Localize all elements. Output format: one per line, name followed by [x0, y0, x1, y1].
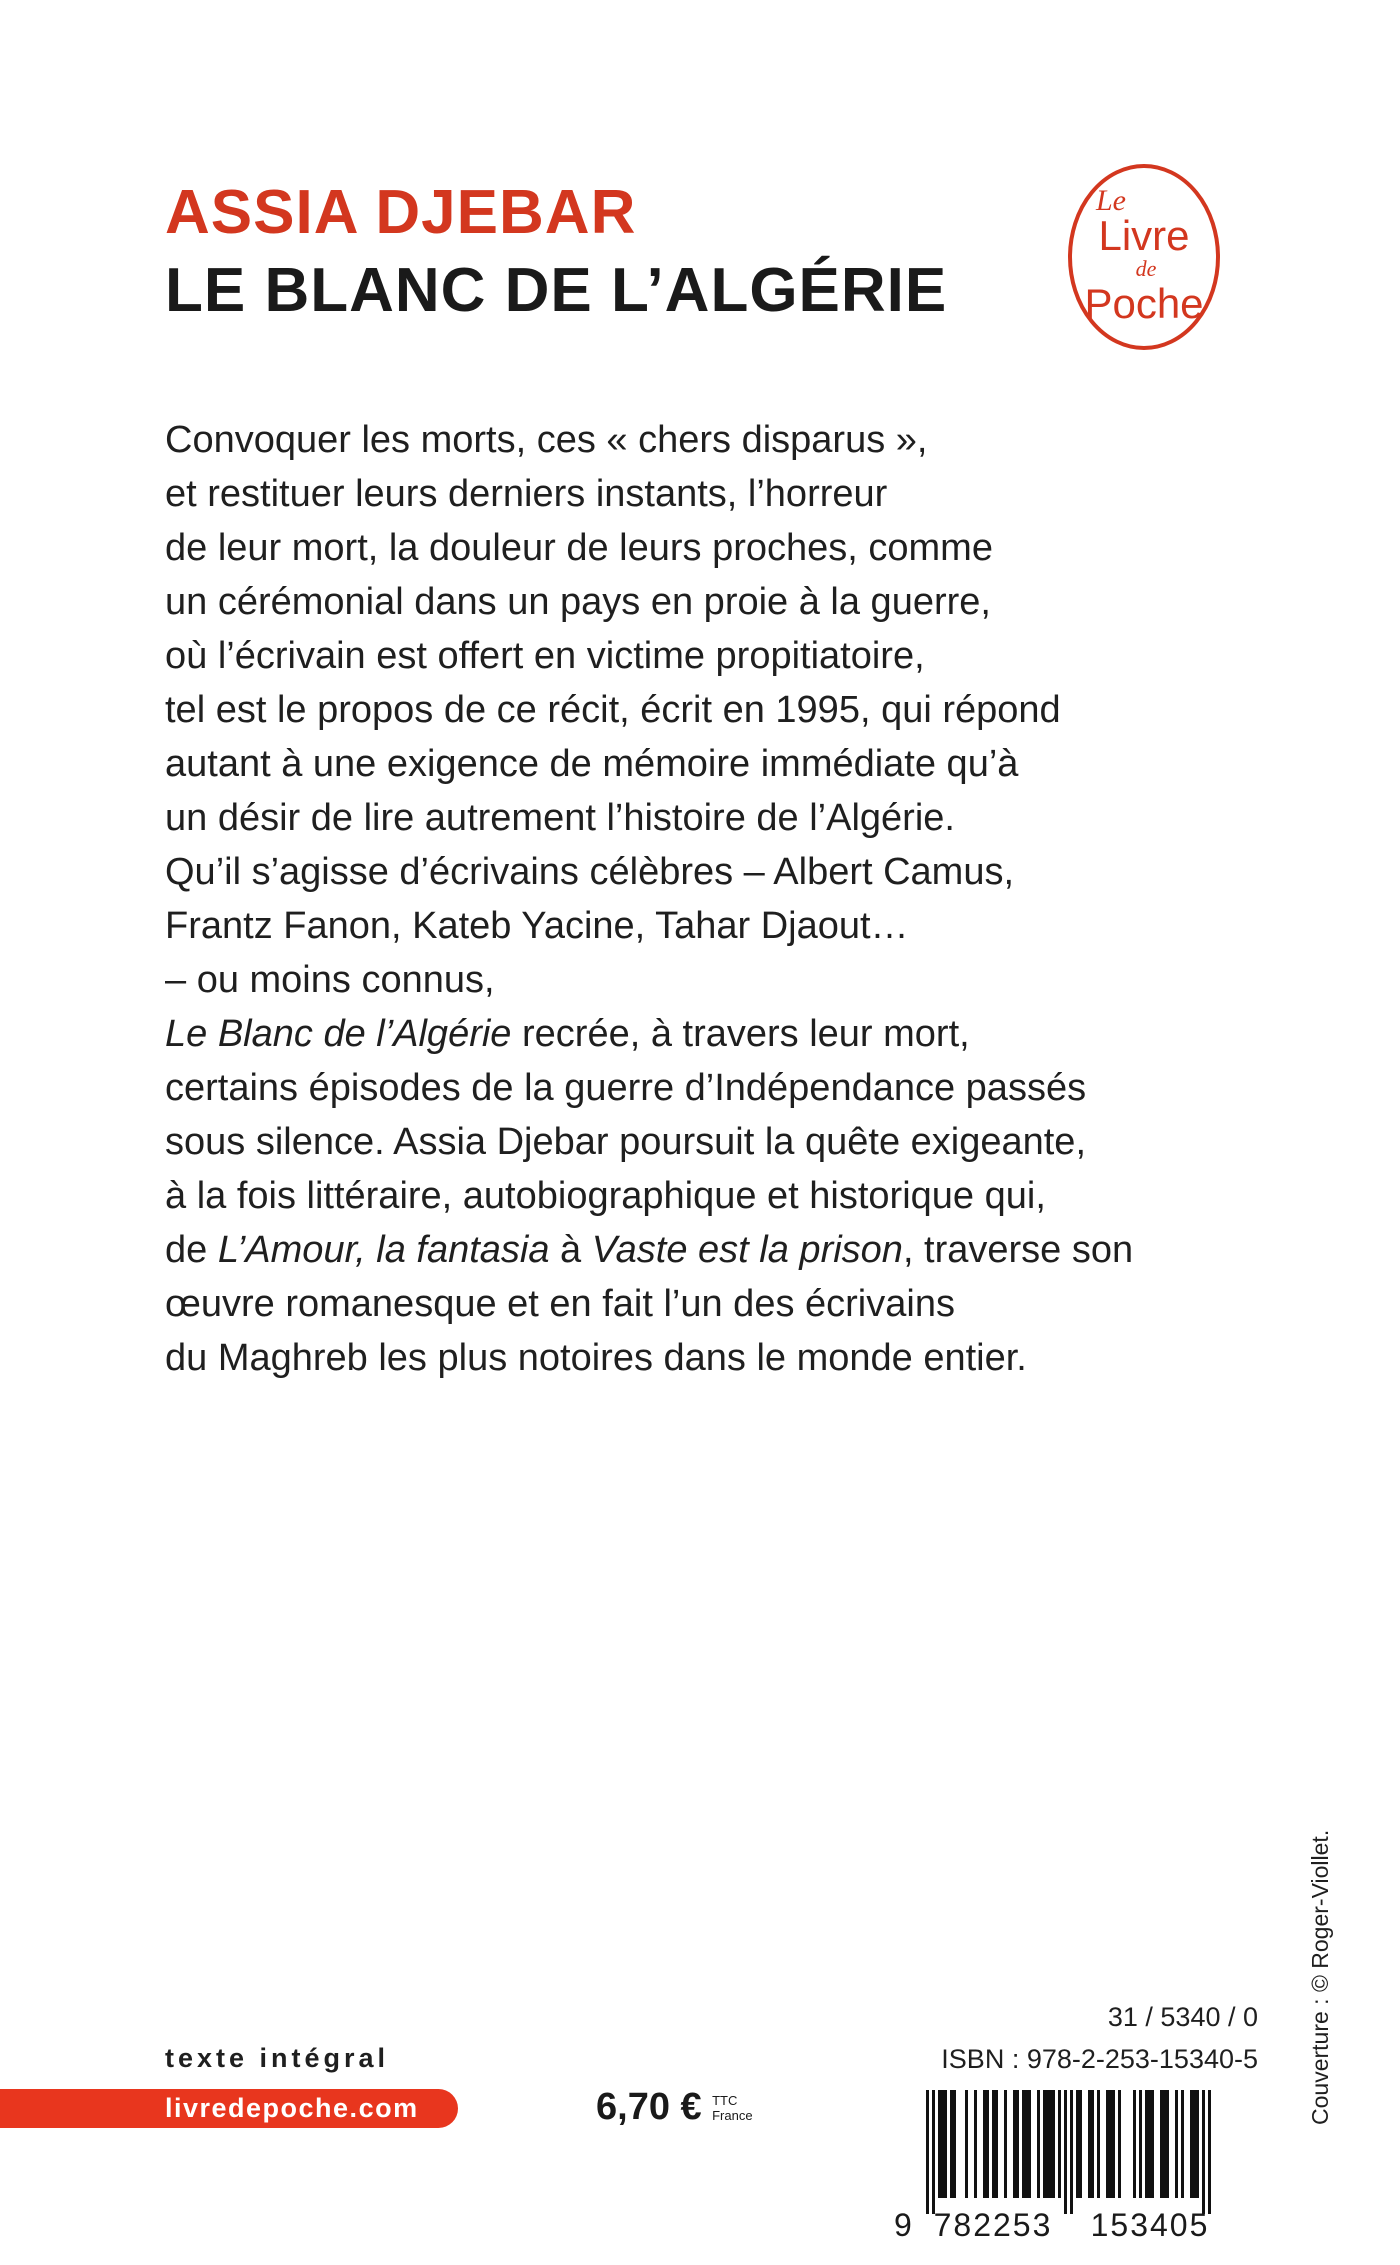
barcode-bar: [1013, 2090, 1016, 2198]
barcode-bar: [1160, 2090, 1163, 2198]
barcode-bar: [1058, 2090, 1061, 2198]
unabridged-label: texte intégral: [165, 2043, 390, 2073]
barcode-bar: [944, 2090, 947, 2198]
barcode-bar: [1046, 2090, 1049, 2198]
isbn-barcode: [888, 2090, 1258, 2240]
barcode-bar: [1196, 2090, 1199, 2198]
price-note: [712, 2093, 752, 2123]
cover-photo-credit: Couverture : © Roger-Viollet.: [1307, 1829, 1333, 2125]
price-note-country: France: [712, 2107, 753, 2123]
barcode-bar: [1049, 2090, 1052, 2198]
book-title-italic: Le Blanc de l’Algérie: [165, 1013, 512, 1055]
back-cover-blurb: [165, 413, 1245, 1385]
barcode-bar: [1025, 2090, 1028, 2198]
barcode-bar: [1004, 2090, 1007, 2198]
blurb-line: un cérémonial dans un pays en proie à la guerre,: [165, 581, 991, 623]
barcode-bar: [1043, 2090, 1046, 2198]
barcode-bar: [1076, 2090, 1079, 2198]
barcode-guard-bar: [1064, 2090, 1067, 2214]
author-name: ASSIA DJEBAR: [165, 178, 637, 247]
price-tag: [596, 2086, 753, 2136]
barcode-bar: [1112, 2090, 1115, 2198]
price-value: 6,70 €: [596, 2086, 702, 2128]
barcode-bar: [1079, 2090, 1082, 2198]
barcode-bar: [1148, 2090, 1151, 2198]
barcode-bar: [992, 2090, 995, 2198]
blurb-line: Convoquer les morts, ces « chers disparus »,: [165, 419, 928, 461]
barcode-first-digit: 9: [894, 2207, 912, 2240]
barcode-bar: [1109, 2090, 1112, 2198]
barcode-bar: [1088, 2090, 1091, 2198]
barcode-bar: [1193, 2090, 1196, 2198]
blurb-line: un désir de lire autrement l’histoire de l’Algérie.: [165, 797, 955, 839]
reference-code: 31 / 5340 / 0: [1107, 2002, 1258, 2032]
barcode-guard-bar: [1208, 2090, 1211, 2214]
blurb-text: , traverse son: [902, 1229, 1134, 1271]
logo-word-le: Le: [1096, 184, 1126, 217]
blurb-line: du Maghreb les plus notoires dans le monde entier.: [165, 1337, 1027, 1379]
barcode-bar: [1145, 2090, 1148, 2198]
barcode-guard-bar: [1070, 2090, 1073, 2214]
barcode-bar: [1028, 2090, 1031, 2198]
logo-word-poche: Poche: [1084, 280, 1204, 327]
barcode-bar: [1133, 2090, 1136, 2198]
blurb-text: recrée, à travers leur mort,: [511, 1013, 970, 1055]
blurb-line: et restituer leurs derniers instants, l’horreur: [165, 473, 888, 515]
blurb-line: où l’écrivain est offert en victime propitiatoire,: [165, 635, 925, 677]
barcode-bar: [974, 2090, 977, 2198]
barcode-bar: [1052, 2090, 1055, 2198]
book-title-italic: Vaste est la prison: [591, 1229, 903, 1271]
barcode-guard-bar: [1202, 2090, 1205, 2214]
blurb-line: [165, 1223, 1245, 1277]
barcode-bar: [938, 2090, 941, 2198]
price-note-ttc: TTC: [712, 2092, 738, 2108]
barcode-bar: [986, 2090, 989, 2198]
logo-word-livre: Livre: [1098, 212, 1190, 259]
blurb-line: tel est le propos de ce récit, écrit en 1995, qui répond: [165, 689, 1061, 731]
barcode-guard-bar: [926, 2090, 929, 2214]
blurb-text: à: [549, 1229, 592, 1271]
barcode-bar: [941, 2090, 944, 2198]
blurb-line: [165, 1007, 1245, 1061]
barcode-bar: [1118, 2090, 1121, 2198]
barcode-bar: [1190, 2090, 1193, 2198]
book-title: LE BLANC DE L’ALGÉRIE: [165, 256, 948, 325]
blurb-text: de: [165, 1229, 218, 1271]
blurb-line: certains épisodes de la guerre d’Indépendance passés: [165, 1067, 1087, 1109]
barcode-bar: [1139, 2090, 1142, 2198]
barcode-bar: [1151, 2090, 1154, 2198]
barcode-bar: [1022, 2090, 1025, 2198]
barcode-bar: [995, 2090, 998, 2198]
barcode-bar: [1091, 2090, 1094, 2198]
barcode-left-digits: 782253: [933, 2207, 1053, 2240]
barcode-bar: [1097, 2090, 1100, 2198]
barcode-bar: [1016, 2090, 1019, 2198]
barcode-bar: [950, 2090, 953, 2198]
blurb-line: – ou moins connus,: [165, 959, 495, 1001]
barcode-bar: [965, 2090, 968, 2198]
barcode-bar: [983, 2090, 986, 2198]
barcode-bar: [1175, 2090, 1178, 2198]
barcode-guard-bar: [932, 2090, 935, 2214]
barcode-bar: [1166, 2090, 1169, 2198]
book-title-italic: L’Amour, la fantasia: [217, 1229, 550, 1271]
blurb-line: de leur mort, la douleur de leurs proches, comme: [165, 527, 993, 569]
barcode-bar: [1181, 2090, 1184, 2198]
blurb-line: sous silence. Assia Djebar poursuit la quête exigeante,: [165, 1121, 1086, 1163]
barcode-bar: [953, 2090, 956, 2198]
blurb-line: Frantz Fanon, Kateb Yacine, Tahar Djaout…: [165, 905, 909, 947]
blurb-line: à la fois littéraire, autobiographique et historique qui,: [165, 1175, 1046, 1217]
barcode-bar: [1106, 2090, 1109, 2198]
barcode-right-digits: 153405: [1090, 2207, 1210, 2240]
blurb-line: Qu’il s’agisse d’écrivains célèbres – Albert Camus,: [165, 851, 1015, 893]
logo-word-de: de: [1135, 256, 1157, 281]
website-link[interactable]: livredepoche.com: [165, 2093, 419, 2123]
publisher-logo: [1066, 162, 1222, 352]
blurb-line: œuvre romanesque et en fait l’un des écrivains: [165, 1283, 955, 1325]
barcode-bar: [1163, 2090, 1166, 2198]
barcode-bars: [926, 2090, 1211, 2214]
isbn-number: ISBN : 978-2-253-15340-5: [941, 2044, 1258, 2074]
barcode-bar: [1037, 2090, 1040, 2198]
blurb-line: autant à une exigence de mémoire immédiate qu’à: [165, 743, 1019, 785]
